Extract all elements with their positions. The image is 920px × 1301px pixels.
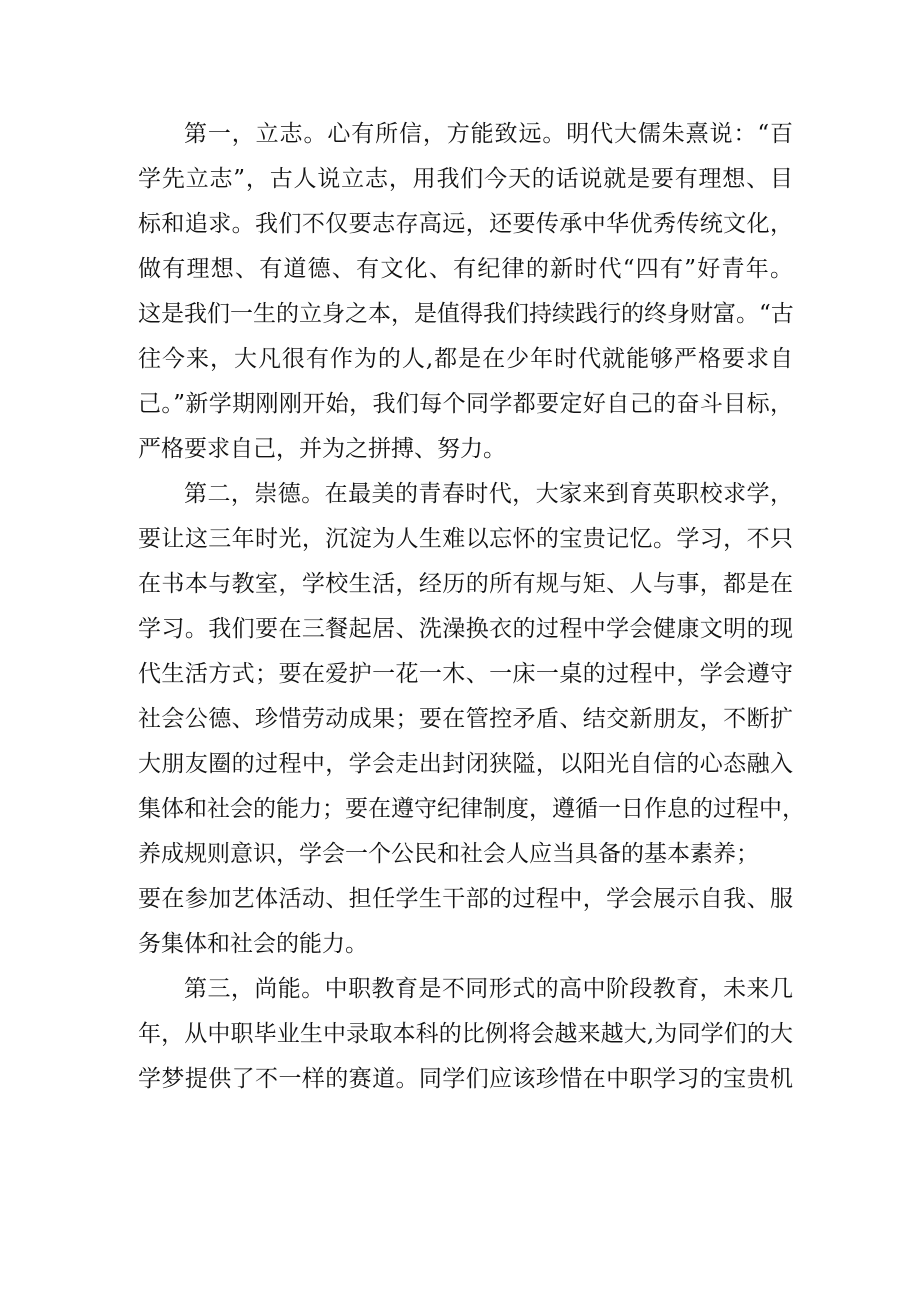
text-line: 严格要求自己，并为之拼搏、努力。 xyxy=(138,436,506,462)
text-line: 代生活方式；要在爱护一花一木、一床一桌的过程中，学会遵守 xyxy=(138,661,793,687)
text-line: 学梦提供了不一样的赛道。同学们应该珍惜在中职学习的宝贵机 xyxy=(138,1066,793,1092)
text-line: 第三，尚能。中职教育是不同形式的高中阶段教育，未来几 xyxy=(184,976,793,1002)
text-line: 往今来，大凡很有作为的人,都是在少年时代就能够严格要求自 xyxy=(138,346,793,372)
paragraph-3-shangneng xyxy=(138,967,793,1102)
text-line: 己。”新学期刚刚开始，我们每个同学都要定好自己的奋斗目标， xyxy=(138,391,793,417)
text-line: 大朋友圈的过程中，学会走出封闭狭隘，以阳光自信的心态融入 xyxy=(138,751,793,777)
text-line: 社会公德、珍惜劳动成果；要在管控矛盾、结交新朋友，不断扩 xyxy=(138,706,793,732)
text-line: 年，从中职毕业生中录取本科的比例将会越来越大,为同学们的大 xyxy=(138,1021,793,1047)
text-line: 务集体和社会的能力。 xyxy=(138,931,368,957)
document-body xyxy=(138,112,805,1102)
text-line: 学先立志”，古人说立志，用我们今天的话说就是要有理想、目 xyxy=(138,166,793,192)
text-line: 养成规则意识，学会一个公民和社会人应当具备的基本素养； xyxy=(138,841,759,867)
text-line: 要让这三年时光，沉淀为人生难以忘怀的宝贵记忆。学习，不只 xyxy=(138,526,793,552)
text-line: 在书本与教室，学校生活，经历的所有规与矩、人与事，都是在 xyxy=(138,571,793,597)
text-line: 学习。我们要在三餐起居、洗澡换衣的过程中学会健康文明的现 xyxy=(138,616,793,642)
text-line: 第二，崇德。在最美的青春时代，大家来到育英职校求学， xyxy=(184,481,793,507)
text-line: 这是我们一生的立身之本，是值得我们持续践行的终身财富。“古 xyxy=(138,301,794,327)
text-line: 第一，立志。心有所信，方能致远。明代大儒朱熹说：“百 xyxy=(184,121,793,147)
text-line: 做有理想、有道德、有文化、有纪律的新时代“四有”好青年。 xyxy=(138,256,793,282)
text-line: 要在参加艺体活动、担任学生干部的过程中，学会展示自我、服 xyxy=(138,886,793,912)
text-line: 标和追求。我们不仅要志存高远，还要传承中华优秀传统文化， xyxy=(138,211,793,237)
paragraph-1-lizhi xyxy=(138,112,793,472)
paragraph-2-chongde xyxy=(138,472,805,967)
text-line: 集体和社会的能力；要在遵守纪律制度，遵循一日作息的过程中， xyxy=(138,796,805,822)
